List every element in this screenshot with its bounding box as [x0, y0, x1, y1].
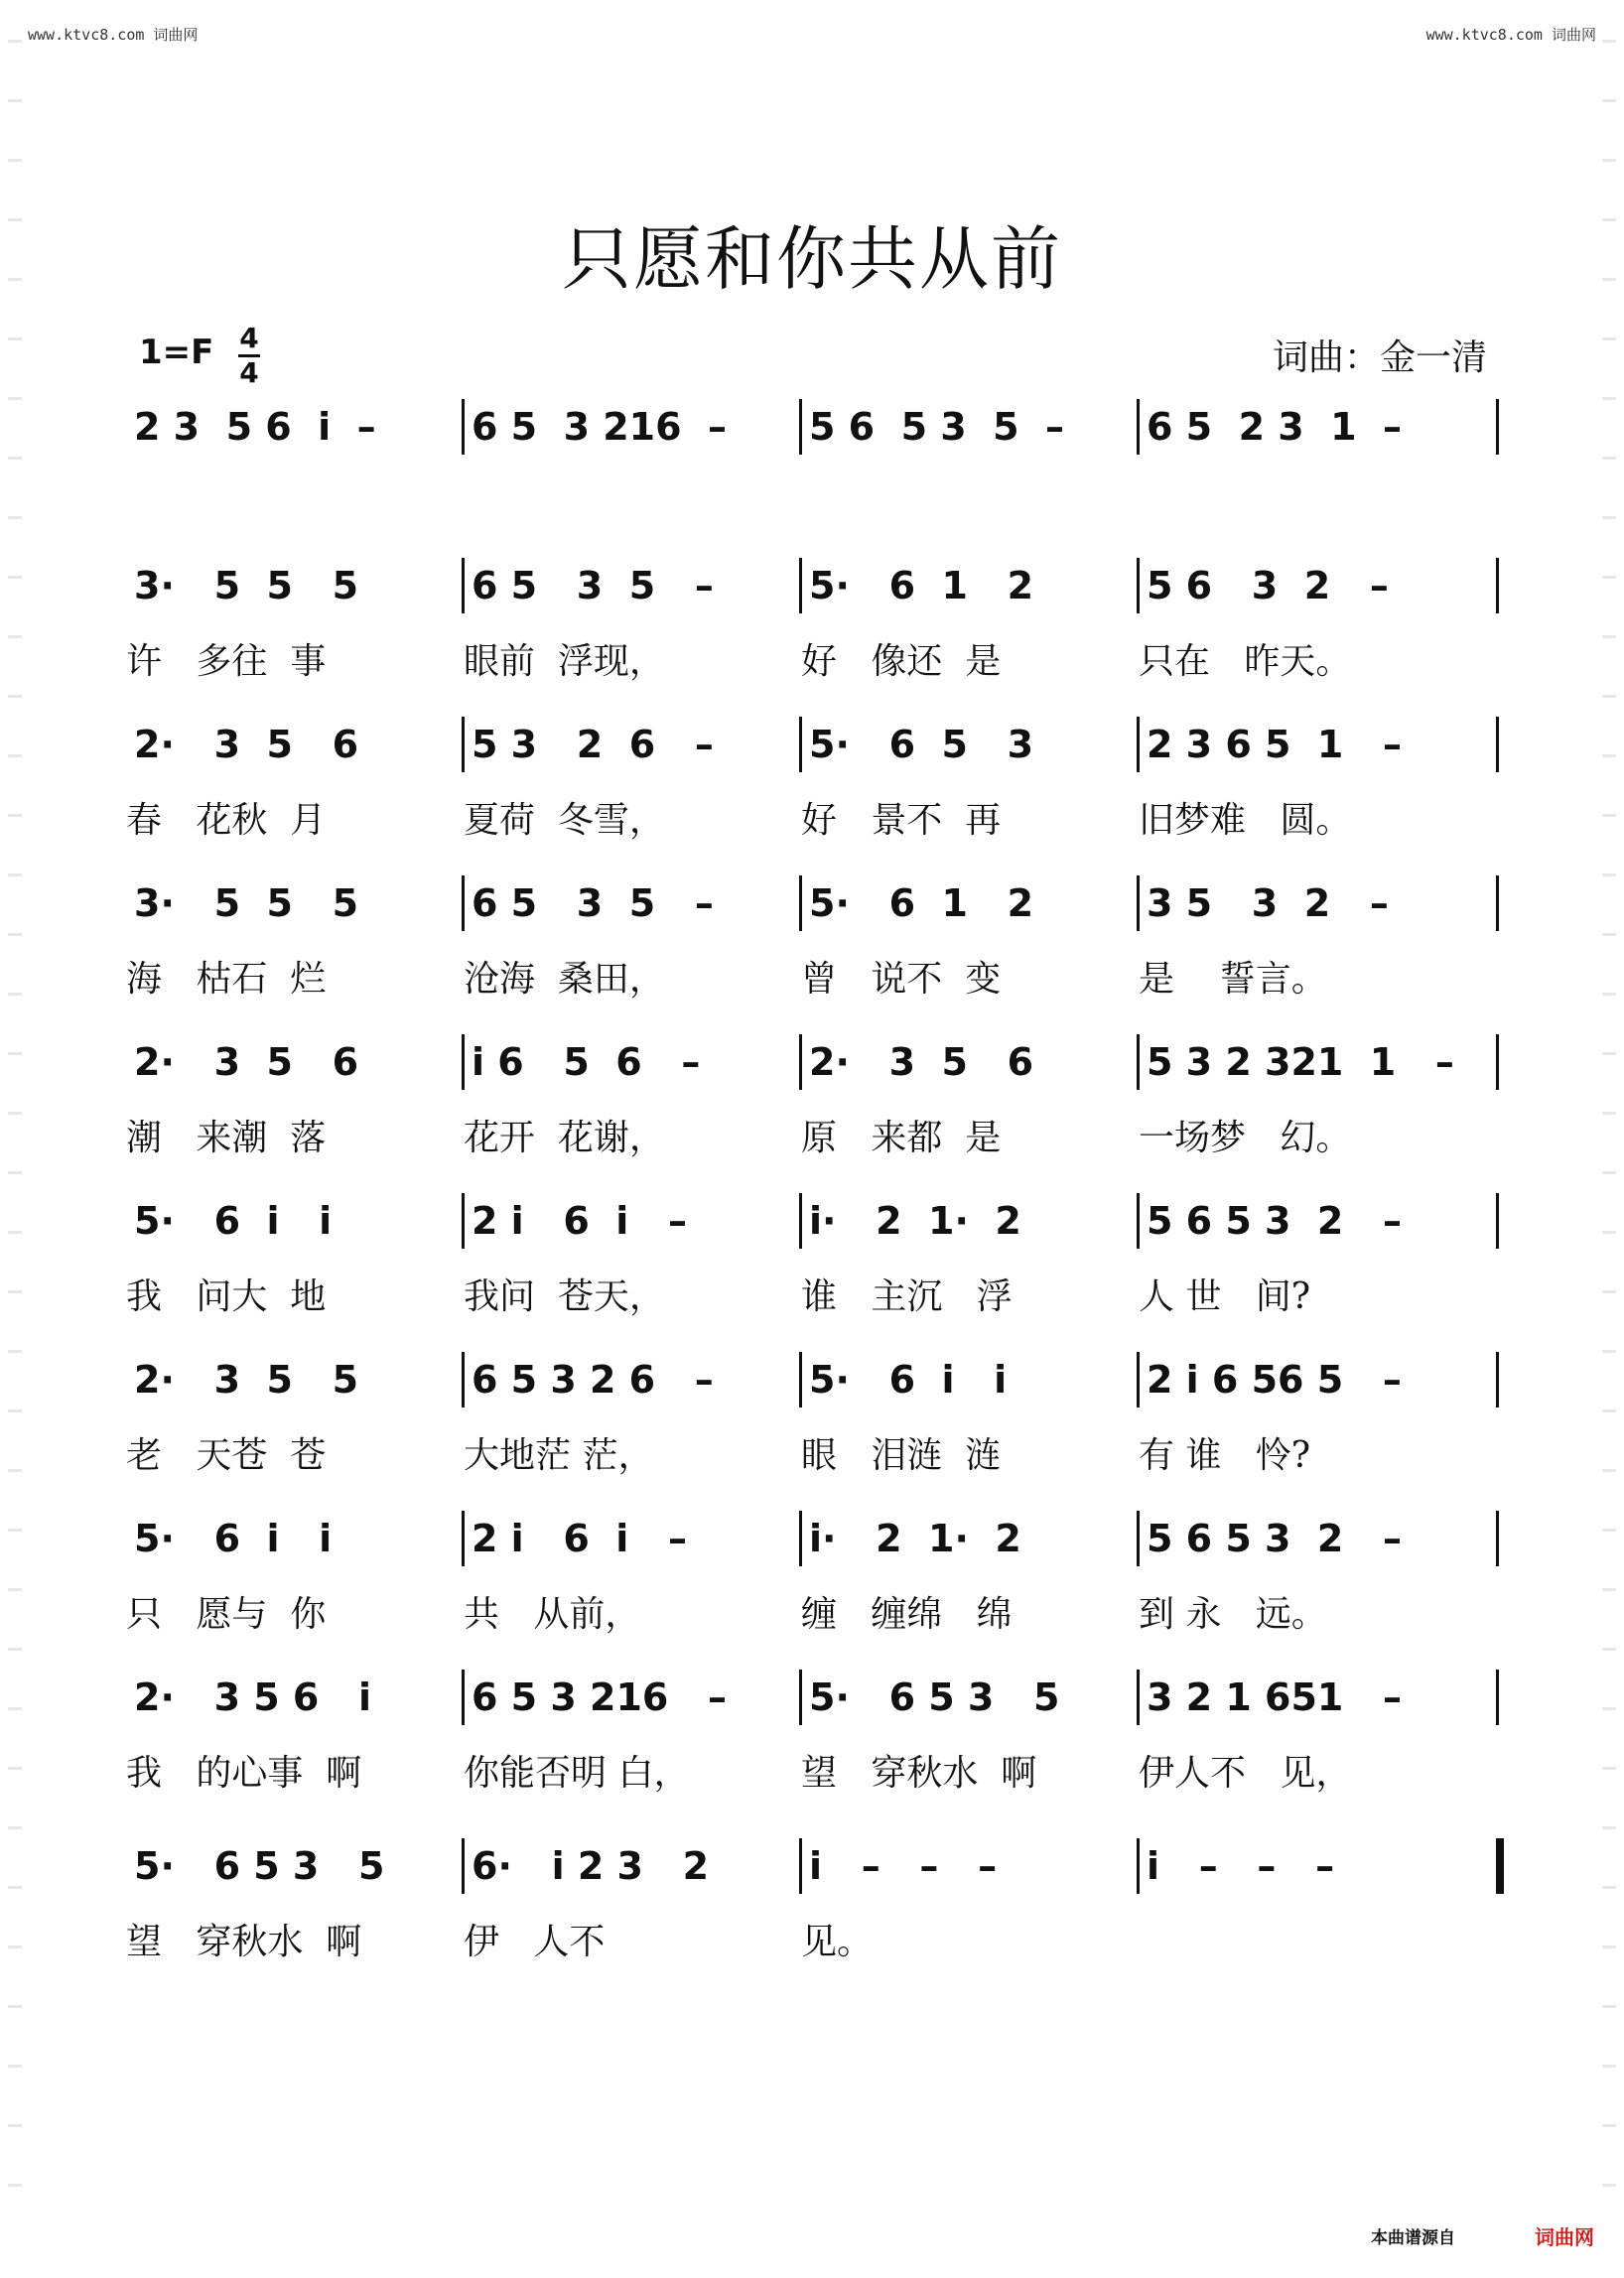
barline — [1137, 1670, 1140, 1725]
final-barline — [1496, 1838, 1504, 1894]
measure-notes: 2· 3 5 6 — [134, 723, 359, 766]
measure-notes: 6 5 3 5 – — [472, 564, 714, 607]
barline — [799, 1838, 802, 1894]
lyric-text: 你能否明 白， — [464, 1753, 690, 1794]
lyric-text: 眼前 浮现， — [464, 641, 665, 682]
lyric-text: 春 花秋 月 — [126, 800, 327, 841]
staff-line — [126, 723, 1504, 848]
lyric-row — [126, 792, 1504, 848]
time-signature — [238, 323, 260, 389]
barline — [462, 1838, 465, 1894]
lyric-text: 到 永 远。 — [1139, 1594, 1327, 1635]
lyric-text: 见。 — [801, 1922, 874, 1962]
barline — [1496, 1670, 1499, 1725]
measure-notes: 3· 5 5 5 — [134, 564, 359, 607]
measure-notes: 2 i 6 i – — [472, 1517, 687, 1560]
measure-notes: 5 3 2 321 1 – — [1147, 1040, 1454, 1084]
note-row — [134, 1358, 1504, 1407]
barline — [799, 1511, 802, 1566]
lyric-row — [126, 1269, 1504, 1324]
staff-line — [126, 1199, 1504, 1324]
lyric-text: 我 的心事 啊 — [126, 1753, 362, 1794]
measure-notes: 5 6 3 2 – — [1147, 564, 1389, 607]
lyric-text: 谁 主沉 浮 — [801, 1276, 1013, 1317]
barline — [1496, 558, 1499, 613]
measure-notes: 6 5 3 5 – — [472, 881, 714, 925]
staff-line — [134, 405, 1504, 455]
lyric-text: 老 天苍 苍 — [126, 1435, 327, 1476]
note-row — [134, 1675, 1504, 1725]
note-row — [134, 564, 1504, 613]
note-row — [134, 1844, 1504, 1894]
staff-line — [126, 1675, 1504, 1801]
time-signature-top: 4 — [239, 322, 259, 354]
note-row — [134, 881, 1504, 931]
lyric-text: 有 谁 怜? — [1139, 1435, 1311, 1476]
measure-notes: i – – – — [809, 1844, 998, 1888]
note-row — [134, 1199, 1504, 1249]
barline — [462, 399, 465, 455]
barline — [1496, 717, 1499, 772]
lyric-text: 眼 泪涟 涟 — [801, 1435, 1002, 1476]
barline — [462, 1670, 465, 1725]
measure-notes: 5· 6 i i — [809, 1358, 1008, 1402]
barline — [799, 1034, 802, 1090]
staff-line — [126, 1040, 1504, 1165]
note-row — [134, 1517, 1504, 1566]
lyric-row — [126, 1586, 1504, 1642]
barline — [1496, 1193, 1499, 1249]
lyric-text: 伊 人不 — [464, 1922, 606, 1962]
barline — [1137, 1838, 1140, 1894]
measure-notes: 6 5 3 216 – — [472, 405, 728, 449]
measure-notes: 2 3 5 6 i – — [134, 405, 376, 449]
measure-notes: i· 2 1· 2 — [809, 1199, 1021, 1243]
measure-notes: 3· 5 5 5 — [134, 881, 359, 925]
lyric-text: 望 穿秋水 啊 — [801, 1753, 1037, 1794]
barline — [1137, 558, 1140, 613]
lyric-text: 好 景不 再 — [801, 800, 1002, 841]
key-signature: 1=F — [139, 333, 214, 372]
measure-notes: 2· 3 5 6 i — [134, 1675, 372, 1719]
barline — [1137, 717, 1140, 772]
lyric-row — [126, 951, 1504, 1006]
measure-notes: 3 5 3 2 – — [1147, 881, 1389, 925]
barline — [462, 1034, 465, 1090]
lyric-text: 沧海 桑田， — [464, 959, 665, 1000]
measure-notes: i 6 5 6 – — [472, 1040, 701, 1084]
measure-notes: 5· 6 5 3 5 — [134, 1844, 385, 1888]
measure-notes: 2· 3 5 6 — [809, 1040, 1034, 1084]
barline — [799, 717, 802, 772]
barline — [1137, 399, 1140, 455]
staff-line — [126, 1517, 1504, 1642]
barline — [799, 1193, 802, 1249]
lyric-text: 花开 花谢， — [464, 1118, 665, 1158]
staff-line — [126, 881, 1504, 1006]
measure-notes: 2· 3 5 5 — [134, 1358, 359, 1402]
barline — [1137, 875, 1140, 931]
note-row — [134, 405, 1504, 455]
measure-notes: 6· i 2 3 2 — [472, 1844, 710, 1888]
measure-notes: 5· 6 5 3 5 — [809, 1675, 1060, 1719]
measure-notes: 5· 6 1 2 — [809, 564, 1034, 607]
staff-line — [126, 1844, 1504, 1969]
barline — [1496, 399, 1499, 455]
measure-notes: i· 2 1· 2 — [809, 1517, 1021, 1560]
note-row — [134, 723, 1504, 772]
lyric-row — [126, 1745, 1504, 1801]
barline — [462, 717, 465, 772]
lyric-text: 缠 缠绵 绵 — [801, 1594, 1013, 1635]
header-site-left: www.ktvc8.com 词曲网 — [28, 26, 199, 44]
lyric-text: 是 誓言。 — [1139, 959, 1327, 1000]
measure-notes: 6 5 3 2 6 – — [472, 1358, 714, 1402]
lyric-text: 旧梦难 圆。 — [1139, 800, 1352, 841]
footer-source-label: 本曲谱源自 — [1371, 2228, 1455, 2248]
measure-notes: 5 6 5 3 2 – — [1147, 1199, 1403, 1243]
measure-notes: 6 5 2 3 1 – — [1147, 405, 1403, 449]
watermark-strip-right — [1602, 40, 1616, 2223]
barline — [1137, 1352, 1140, 1407]
barline — [1137, 1193, 1140, 1249]
barline — [799, 1352, 802, 1407]
measure-notes: 5 3 2 6 – — [472, 723, 714, 766]
lyric-text: 原 来都 是 — [801, 1118, 1002, 1158]
lyric-text: 一场梦 幻。 — [1139, 1118, 1352, 1158]
song-title: 只愿和你共从前 — [562, 218, 1062, 300]
barline — [799, 875, 802, 931]
measure-notes: 5 6 5 3 2 – — [1147, 1517, 1403, 1560]
lyric-text: 海 枯石 烂 — [126, 959, 327, 1000]
barline — [1496, 1511, 1499, 1566]
measure-notes: 6 5 3 216 – — [472, 1675, 728, 1719]
measure-notes: 5· 6 i i — [134, 1199, 333, 1243]
staff-line — [126, 564, 1504, 689]
lyric-text: 伊人不 见， — [1139, 1753, 1352, 1794]
measure-notes: 5· 6 1 2 — [809, 881, 1034, 925]
lyric-row — [126, 1914, 1504, 1969]
barline — [462, 558, 465, 613]
time-signature-bottom: 4 — [239, 356, 259, 389]
measure-notes: 2 i 6 i – — [472, 1199, 687, 1243]
lyric-text: 共 从前， — [464, 1594, 641, 1635]
measure-notes: 2 3 6 5 1 – — [1147, 723, 1403, 766]
measure-notes: 5 6 5 3 5 – — [809, 405, 1065, 449]
watermark-strip-left — [8, 40, 22, 2223]
measure-notes: 5· 6 5 3 — [809, 723, 1034, 766]
footer-brand: 词曲网 — [1535, 2225, 1594, 2249]
barline — [799, 399, 802, 455]
barline — [1496, 1352, 1499, 1407]
lyric-text: 许 多往 事 — [126, 641, 327, 682]
lyric-text: 曾 说不 变 — [801, 959, 1002, 1000]
lyric-text: 好 像还 是 — [801, 641, 1002, 682]
barline — [462, 1193, 465, 1249]
lyric-text: 只 愿与 你 — [126, 1594, 327, 1635]
lyric-text: 潮 来潮 落 — [126, 1118, 327, 1158]
lyric-row — [126, 1427, 1504, 1483]
barline — [462, 1511, 465, 1566]
barline — [799, 558, 802, 613]
lyric-text: 夏荷 冬雪， — [464, 800, 665, 841]
staff-line — [126, 1358, 1504, 1483]
credit: 词曲：金一清 — [1272, 337, 1487, 378]
lyric-text: 大地茫 茫， — [464, 1435, 654, 1476]
lyric-text: 我问 苍天， — [464, 1276, 665, 1317]
note-row — [134, 1040, 1504, 1090]
measure-notes: 2 i 6 56 5 – — [1147, 1358, 1402, 1402]
lyric-text: 只在 昨天。 — [1139, 641, 1352, 682]
lyric-text: 望 穿秋水 啊 — [126, 1922, 362, 1962]
barline — [1496, 875, 1499, 931]
barline — [462, 1352, 465, 1407]
measure-notes: i – – – — [1147, 1844, 1335, 1888]
barline — [1496, 1034, 1499, 1090]
barline — [1137, 1511, 1140, 1566]
lyric-text: 我 问大 地 — [126, 1276, 327, 1317]
header-site-right: www.ktvc8.com 词曲网 — [1425, 26, 1596, 44]
barline — [1137, 1034, 1140, 1090]
lyric-text: 人 世 间? — [1139, 1276, 1311, 1317]
lyric-row — [126, 1110, 1504, 1165]
measure-notes: 5· 6 i i — [134, 1517, 333, 1560]
lyric-row — [126, 633, 1504, 689]
measure-notes: 2· 3 5 6 — [134, 1040, 359, 1084]
barline — [462, 875, 465, 931]
barline — [799, 1670, 802, 1725]
measure-notes: 3 2 1 651 – — [1147, 1675, 1403, 1719]
